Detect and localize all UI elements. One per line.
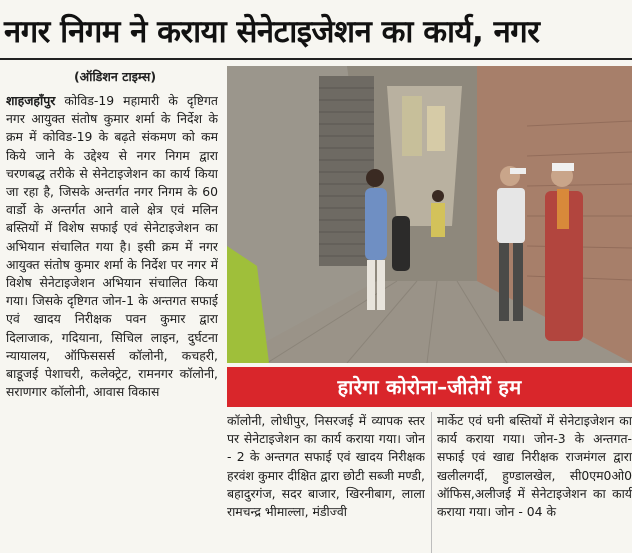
article-text-1: कोविड-19 महामारी के दृष्टिगत नगर आयुक्त संतोष कुमार शर्मा के निर्देश के क्रम में कोविड-19 के बढ़ते संकमण को कम किये जाने के उद्देश्य से नगर निगम द्वारा चरणबद्ध तरीके से सेनेटाइजेशन का कार्य किया जा रहा है, जिसके अन्तर्गत नगर निगम के 60 वार्डो के अन्तर्गत आने वाले क्षेत्र एवं मलिन बस्तियों में विशेष सफाई एवं सेनेटाइजेशन का अभियान संचालित गया है। इसी क्रम में नगर आयुक्त संतोष कुमार शर्मा के निर्देश पर नगर में विशेष सेनेटाइजेशन अभियान संचालित किया गया। जिसके दृष्टिगत जोन-1 के अन्तगत सफाई एवं खादय निरीक्षक पवन कुमार द्वारा दिलाजाक, गदियाना, सिचिल लाइन, दुर्घटना न्यायालय, ऑफिससर्स कॉलोनी, कचहरी, बाडूजई पेशाचरी, कलेक्ट्रेट, रामनगर कॉलोनी, सराणगार कॉलोनी, आवास विकास (6, 93, 218, 400)
headline-rule (0, 58, 632, 60)
slogan-banner: हारेगा कोरोना–जीतेगें हम (227, 367, 632, 407)
byline: (ऑडिशन टाइम्स) (73, 69, 157, 84)
column-divider (431, 412, 432, 553)
headline: नगर निगम ने कराया सेनेटाइजेशन का कार्य, नगर (4, 14, 540, 50)
article-column-2: कॉलोनी, लोधीपुर, निसरजई में व्यापक स्तर पर सेनेटाइजेशन का कार्य कराया गया। जोन - 2 के अन्तगत सफाई एवं खादय निरीक्षक हरवंश कुमार दीक्षित द्वारा छोटी सब्जी मण्डी, बहादुरगंज, सदर बाजार, खिरनीबाग, लाला रामचन्द्र भीमाल्ला, मंडीज्वी (227, 413, 425, 520)
article-column-1 (6, 92, 218, 553)
news-photo (227, 66, 632, 363)
article-column-3: मार्केट एवं घनी बस्तियों में सेनेटाइजेशन का कार्य कराया गया। जोन-3 के अन्तगत- सफाई एवं खाद्य निरीक्षक राजमंगल द्वारा खलीलगर्दी, हुण्डालखेल, सी0एम0ओ0 ऑफिस,अलीजई में सेनेटाइजेशन का कार्य कराया गया। जोन - 04 के (437, 413, 632, 520)
street-sanitization-photo-illustration (227, 66, 632, 363)
dateline: शाहजहाँपुर (6, 93, 56, 108)
